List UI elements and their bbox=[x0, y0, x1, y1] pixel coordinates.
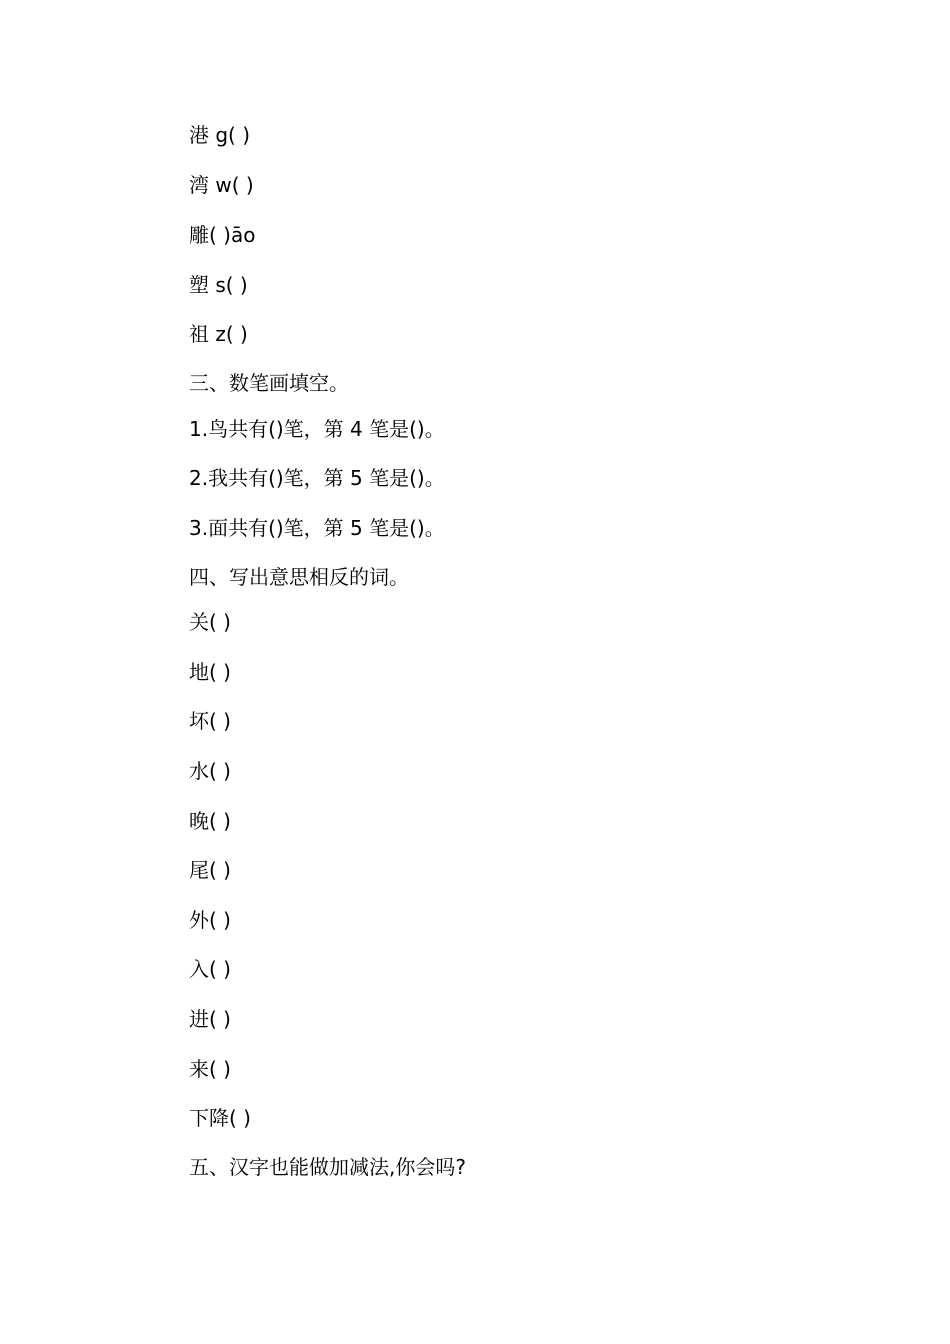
section-heading-3: 三、数笔画填空。 bbox=[189, 371, 349, 395]
antonym-item: 外( ) bbox=[189, 908, 231, 932]
stroke-question-1: 1.鸟共有()笔，第 4 笔是()。 bbox=[189, 417, 445, 441]
stroke-question-3: 3.面共有()笔，第 5 笔是()。 bbox=[189, 516, 445, 540]
pinyin-line-wan: 湾 w( ) bbox=[189, 173, 254, 197]
antonym-item: 入( ) bbox=[189, 957, 231, 981]
antonym-item: 尾( ) bbox=[189, 858, 231, 882]
pinyin-line-su: 塑 s( ) bbox=[189, 273, 248, 297]
antonym-item: 下降( ) bbox=[189, 1106, 251, 1130]
antonym-item: 地( ) bbox=[189, 660, 231, 684]
pinyin-line-diao: 雕( )āo bbox=[189, 223, 256, 247]
pinyin-line-zu: 祖 z( ) bbox=[189, 322, 248, 346]
antonym-item: 进( ) bbox=[189, 1007, 231, 1031]
antonym-item: 坏( ) bbox=[189, 709, 231, 733]
stroke-question-2: 2.我共有()笔，第 5 笔是()。 bbox=[189, 466, 445, 490]
section-heading-4: 四、写出意思相反的词。 bbox=[189, 565, 409, 589]
antonym-item: 晚( ) bbox=[189, 809, 231, 833]
antonym-item: 水( ) bbox=[189, 759, 231, 783]
antonym-item: 关( ) bbox=[189, 610, 231, 634]
pinyin-line-gang: 港 g( ) bbox=[189, 123, 251, 147]
section-heading-5: 五、汉字也能做加减法,你会吗? bbox=[189, 1155, 466, 1179]
antonym-item: 来( ) bbox=[189, 1057, 231, 1081]
